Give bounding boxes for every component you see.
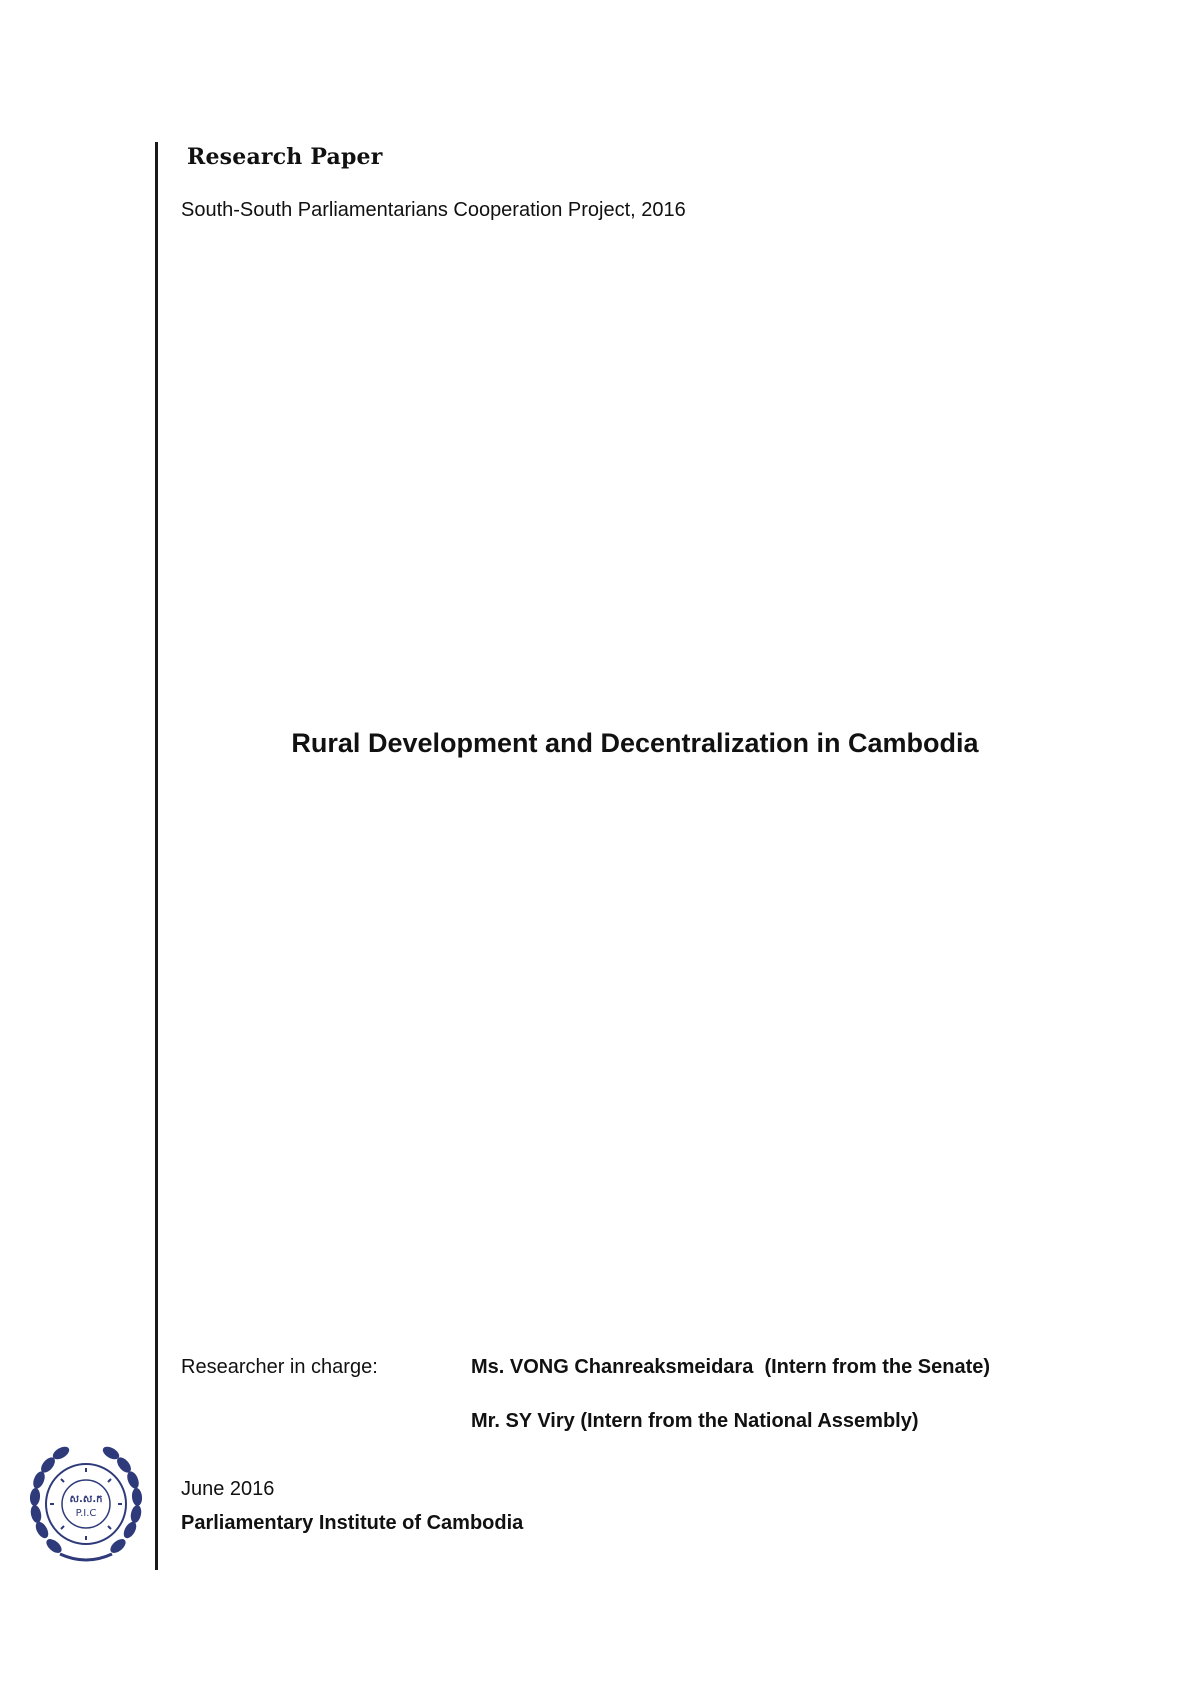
- publication-date: June 2016: [181, 1478, 275, 1500]
- seal-abbreviation: ស.ស.ក: [69, 1494, 103, 1505]
- left-margin-rule: [155, 142, 158, 1570]
- institute-name: Parliamentary Institute of Cambodia: [181, 1512, 524, 1534]
- project-line: South-South Parliamentarians Cooperation Project, 2016: [181, 199, 686, 221]
- document-title: Rural Development and Decentralization in Cambodia: [291, 728, 979, 758]
- pic-seal-logo: [20, 1438, 152, 1570]
- researcher-name-2: Mr. SY Viry (Intern from the National Assembly): [471, 1410, 919, 1432]
- researcher-label: Researcher in charge:: [181, 1356, 378, 1378]
- researcher-name-1: Ms. VONG Chanreaksmeidara (Intern from the Senate): [471, 1356, 991, 1378]
- document-type-label: Research Paper: [187, 144, 383, 170]
- seal-initials: P.I.C: [75, 1508, 97, 1519]
